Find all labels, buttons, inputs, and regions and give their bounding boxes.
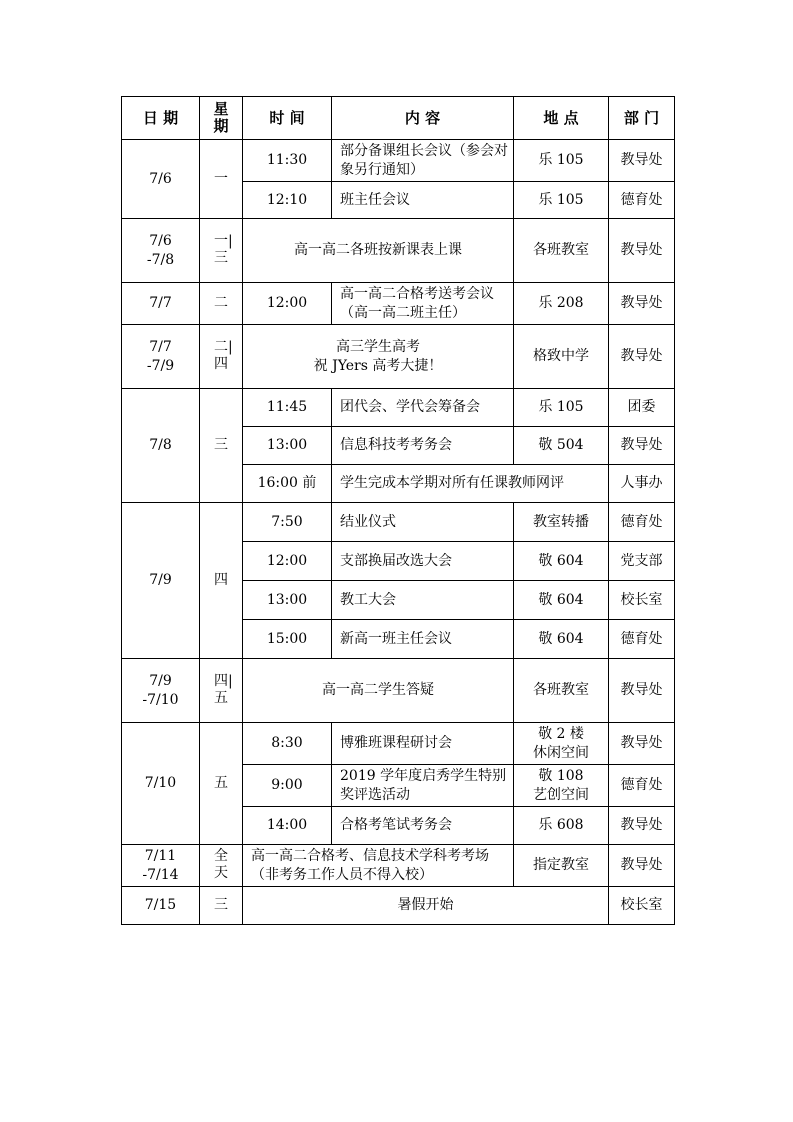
date-cell: 7/9 -7/10 (122, 659, 200, 723)
time-cell: 15:00 (243, 620, 332, 659)
content-cell: 暑假开始 (243, 887, 609, 925)
content-cell: 高一高二各班按新课表上课 (243, 219, 514, 283)
dept-cell: 教导处 (609, 845, 675, 887)
table-row (122, 659, 675, 723)
weekday-cell: 三 (200, 389, 243, 503)
date-cell: 7/6 -7/8 (122, 219, 200, 283)
weekday-cell: 一 (200, 140, 243, 219)
content-cell: 部分备课组长会议（参会对象另行通知） (332, 140, 514, 182)
weekday-cell: 二|四 (200, 325, 243, 389)
table-row (122, 389, 675, 427)
content-cell: 高一高二学生答疑 (243, 659, 514, 723)
dept-cell: 德育处 (609, 765, 675, 807)
table-row (122, 887, 675, 925)
weekday-cell: 四 (200, 503, 243, 659)
place-cell: 敬 604 (514, 581, 609, 620)
content-cell: 博雅班课程研讨会 (332, 723, 514, 765)
header-dept: 部 门 (609, 97, 675, 140)
time-cell: 12:10 (243, 182, 332, 219)
table-row (122, 723, 675, 765)
table-row (122, 845, 675, 887)
dept-cell: 教导处 (609, 659, 675, 723)
content-cell: 信息科技考考务会 (332, 427, 514, 465)
date-cell: 7/15 (122, 887, 200, 925)
header-row (122, 97, 675, 140)
place-cell: 敬 604 (514, 542, 609, 581)
place-cell: 各班教室 (514, 219, 609, 283)
table-row (122, 140, 675, 182)
weekday-cell: 二 (200, 283, 243, 325)
place-cell: 乐 105 (514, 389, 609, 427)
weekday-cell: 三 (200, 887, 243, 925)
place-cell: 敬 604 (514, 620, 609, 659)
content-cell: 结业仪式 (332, 503, 514, 542)
time-cell: 13:00 (243, 581, 332, 620)
dept-cell: 人事办 (609, 465, 675, 503)
content-cell: 班主任会议 (332, 182, 514, 219)
date-cell: 7/7 (122, 283, 200, 325)
content-cell: 支部换届改选大会 (332, 542, 514, 581)
place-cell: 指定教室 (514, 845, 609, 887)
header-date: 日 期 (122, 97, 200, 140)
dept-cell: 教导处 (609, 325, 675, 389)
dept-cell: 德育处 (609, 620, 675, 659)
dept-cell: 教导处 (609, 219, 675, 283)
place-cell: 格致中学 (514, 325, 609, 389)
time-cell: 11:30 (243, 140, 332, 182)
date-cell: 7/10 (122, 723, 200, 845)
weekday-cell: 四|五 (200, 659, 243, 723)
content-cell: 合格考笔试考务会 (332, 807, 514, 845)
time-cell: 12:00 (243, 283, 332, 325)
table-row (122, 283, 675, 325)
place-cell: 敬 504 (514, 427, 609, 465)
weekday-cell: 全天 (200, 845, 243, 887)
time-cell: 12:00 (243, 542, 332, 581)
place-cell: 乐 105 (514, 182, 609, 219)
header-weekday: 星期 (200, 97, 243, 140)
date-cell: 7/8 (122, 389, 200, 503)
content-cell: 2019 学年度启秀学生特别奖评选活动 (332, 765, 514, 807)
time-cell: 16:00 前 (243, 465, 332, 503)
content-cell: 教工大会 (332, 581, 514, 620)
content-cell: 高一高二合格考送考会议（高一高二班主任） (332, 283, 514, 325)
header-place: 地 点 (514, 97, 609, 140)
time-cell: 11:45 (243, 389, 332, 427)
time-cell: 8:30 (243, 723, 332, 765)
dept-cell: 教导处 (609, 427, 675, 465)
content-cell: 团代会、学代会筹备会 (332, 389, 514, 427)
date-cell: 7/7 -7/9 (122, 325, 200, 389)
content-cell: 高三学生高考 祝 JYers 高考大捷！ (243, 325, 514, 389)
weekday-cell: 五 (200, 723, 243, 845)
place-cell: 乐 608 (514, 807, 609, 845)
time-cell: 7:50 (243, 503, 332, 542)
dept-cell: 教导处 (609, 723, 675, 765)
weekday-cell: 一|三 (200, 219, 243, 283)
table-row (122, 503, 675, 542)
time-cell: 9:00 (243, 765, 332, 807)
dept-cell: 教导处 (609, 283, 675, 325)
dept-cell: 德育处 (609, 182, 675, 219)
place-cell: 敬 2 楼 休闲空间 (514, 723, 609, 765)
table-row (122, 325, 675, 389)
header-time: 时 间 (243, 97, 332, 140)
dept-cell: 团委 (609, 389, 675, 427)
dept-cell: 教导处 (609, 807, 675, 845)
time-cell: 14:00 (243, 807, 332, 845)
dept-cell: 校长室 (609, 887, 675, 925)
dept-cell: 党支部 (609, 542, 675, 581)
date-cell: 7/11 -7/14 (122, 845, 200, 887)
date-cell: 7/9 (122, 503, 200, 659)
dept-cell: 校长室 (609, 581, 675, 620)
dept-cell: 德育处 (609, 503, 675, 542)
date-cell: 7/6 (122, 140, 200, 219)
place-cell: 乐 105 (514, 140, 609, 182)
place-cell: 各班教室 (514, 659, 609, 723)
content-cell: 新高一班主任会议 (332, 620, 514, 659)
content-cell: 高一高二合格考、信息技术学科考考场（非考务工作人员不得入校） (243, 845, 514, 887)
schedule-table (121, 96, 675, 925)
place-cell: 乐 208 (514, 283, 609, 325)
table-row (122, 219, 675, 283)
place-cell: 敬 108 艺创空间 (514, 765, 609, 807)
place-cell: 教室转播 (514, 503, 609, 542)
content-cell: 学生完成本学期对所有任课教师网评 (332, 465, 609, 503)
time-cell: 13:00 (243, 427, 332, 465)
dept-cell: 教导处 (609, 140, 675, 182)
header-content: 内 容 (332, 97, 514, 140)
